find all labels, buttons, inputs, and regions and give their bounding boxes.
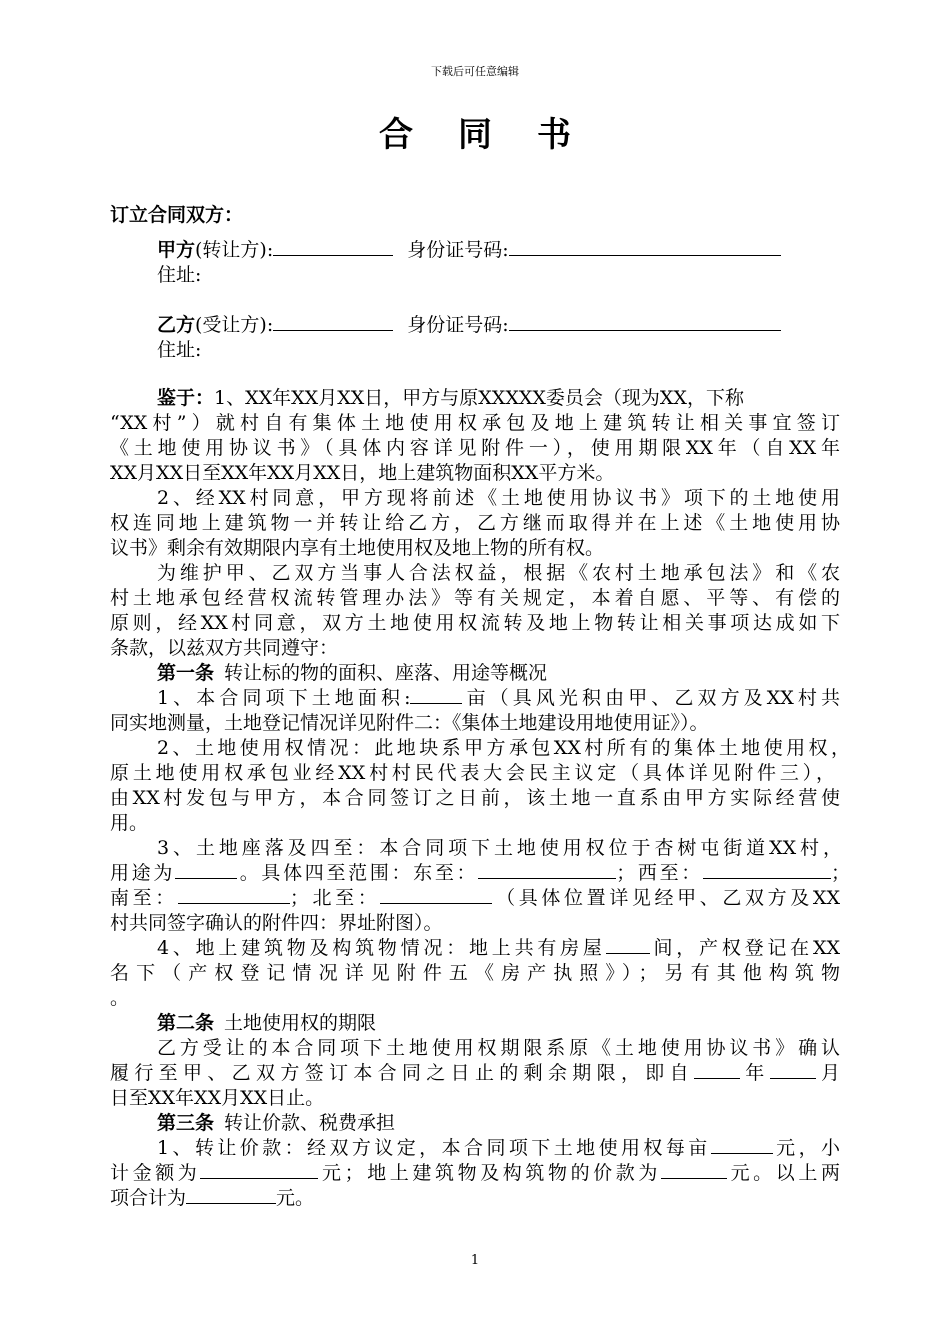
whereas-line-2: “XX村”）就村自有集体土地使用权承包及地上建筑转让相关事宜签订: [110, 412, 840, 434]
party-a-name-blank: [273, 254, 393, 256]
article-3-line-3: 项合计为 元。: [110, 1187, 315, 1209]
article-1-s4-line-2: 名下（产权登记情况详见附件五《房产执照》）；另有其他构筑物: [110, 962, 840, 984]
east-boundary-blank: [478, 877, 616, 879]
whereas-line-10: 原则，经XX村同意，双方土地使用权流转及地上物转让相关事项达成如下: [110, 612, 840, 634]
parties-heading: 订立合同双方：: [110, 204, 244, 226]
article-3-line-1: 1、转让价款：经双方议定，本合同项下土地使用权每亩 元，小: [157, 1137, 840, 1159]
usage-blank: [175, 877, 237, 879]
article-1-s3-line-2: 用途为 。具体四至范围：东至： ；西至： ；: [110, 862, 850, 884]
price-per-mu-blank: [711, 1152, 773, 1154]
rooms-count-blank: [606, 952, 650, 954]
article-3-label: 第三条: [157, 1112, 215, 1134]
article-1-s2-line-4: 用。: [110, 812, 149, 834]
party-b-role: (受让方):: [195, 314, 274, 336]
party-a-address-label: 住址:: [157, 264, 202, 286]
article-1-s3-line-3: 南至： ；北至： （具体位置详见经甲、乙双方及XX: [110, 887, 840, 909]
total-price-blank: [186, 1202, 276, 1204]
article-1-s4-line-1: 4、地上建筑物及构筑物情况：地上共有房屋 间，产权登记在XX: [157, 937, 840, 959]
article-1-s2-line-2: 原土地使用权承包业经XX村村民代表大会民主议定（具体详见附件三），: [110, 762, 835, 784]
whereas-line-8: 为维护甲、乙双方当事人合法权益，根据《农村土地承包法》和《农: [157, 562, 840, 584]
party-a-label: 甲方: [157, 239, 196, 261]
subtotal-blank: [200, 1177, 318, 1179]
article-3-line-2: 计金额为 元；地上建筑物及构筑物的价款为 元。以上两: [110, 1162, 840, 1184]
article-1-s1-line-2: 同实地测量，土地登记情况详见附件二：《集体土地建设用地使用证》）。: [110, 712, 709, 734]
party-b-address-label: 住址:: [157, 339, 202, 361]
article-1-s1-line-1: 1、本合同项下土地面积: 亩（具风光积由甲、乙双方及XX村共: [157, 687, 840, 709]
header-note: 下载后可任意编辑: [431, 65, 519, 78]
whereas-line-1: 鉴于：1、XX年XX月XX日，甲方与原XXXXX委员会（现为XX，下称: [157, 387, 744, 409]
whereas-label: 鉴于：: [157, 387, 215, 409]
party-b-label: 乙方: [157, 314, 196, 336]
party-a-row: [157, 241, 781, 260]
start-month-blank: [770, 1077, 816, 1079]
party-b-id-blank: [509, 329, 781, 331]
building-price-blank: [661, 1177, 727, 1179]
article-2-line-1: 乙方受让的本合同项下土地使用权期限系原《土地使用协议书》确认: [157, 1037, 840, 1059]
whereas-line-4: XX月XX日至XX年XX月XX日，地上建筑物面积XX平方米。: [110, 462, 615, 484]
article-1-label: 第一条: [157, 662, 215, 684]
whereas-line-5: 2、经XX村同意，甲方现将前述《土地使用协议书》项下的土地使用: [157, 487, 840, 509]
article-1-s4-line-3: 。: [110, 987, 130, 1009]
article-2-line-2: 履行至甲、乙双方签订本合同之日止的剩余期限，即自 年 月: [110, 1062, 840, 1084]
document-title: 合同书: [379, 115, 616, 155]
whereas-line-6: 权连同地上建筑物一并转让给乙方，乙方继而取得并在上述《土地使用协: [110, 512, 840, 534]
article-2-heading: [157, 1014, 376, 1033]
whereas-line-9: 村土地承包经营权流转管理办法》等有关规定，本着自愿、平等、有偿的: [110, 587, 840, 609]
start-year-blank: [694, 1077, 740, 1079]
whereas-line-11: 条款，以兹双方共同遵守：: [110, 637, 339, 659]
article-1-heading: [157, 664, 547, 683]
north-boundary-blank: [380, 902, 492, 904]
article-1-s2-line-1: 2、土地使用权情况：此地块系甲方承包XX村所有的集体土地使用权，: [157, 737, 850, 759]
party-b-name-blank: [273, 329, 393, 331]
party-a-role: (转让方):: [195, 239, 274, 261]
article-2-title: 土地使用权的期限: [224, 1012, 377, 1034]
article-1-s3-line-4: 村共同签字确认的附件四：界址附图）。: [110, 912, 443, 934]
article-1-s3-line-1: 3、土地座落及四至：本合同项下土地使用权位于杏树屯街道XX村，: [157, 837, 842, 859]
west-boundary-blank: [703, 877, 831, 879]
party-b-row: [157, 316, 781, 335]
article-3-heading: [157, 1114, 395, 1133]
whereas-line-7: 议书》剩余有效期限内享有土地使用权及地上物的所有权。: [110, 537, 605, 559]
whereas-line-3: 《土地使用协议书》（具体内容详见附件一），使用期限XX年（自XX年: [110, 437, 840, 459]
south-boundary-blank: [178, 902, 290, 904]
party-b-id-label: 身份证号码:: [407, 314, 509, 336]
party-a-id-label: 身份证号码:: [407, 239, 509, 261]
article-2-label: 第二条: [157, 1012, 215, 1034]
article-1-title: 转让标的物的面积、座落、用途等概况: [224, 662, 548, 684]
party-a-id-blank: [509, 254, 781, 256]
land-area-blank: [410, 702, 462, 704]
page-number: 1: [470, 1253, 480, 1268]
article-2-line-3: 日至XX年XX月XX日止。: [110, 1087, 325, 1109]
article-3-title: 转让价款、税费承担: [224, 1112, 396, 1134]
article-1-s2-line-3: 由XX村发包与甲方，本合同签订之日前，该土地一直系由甲方实际经营使: [110, 787, 840, 809]
